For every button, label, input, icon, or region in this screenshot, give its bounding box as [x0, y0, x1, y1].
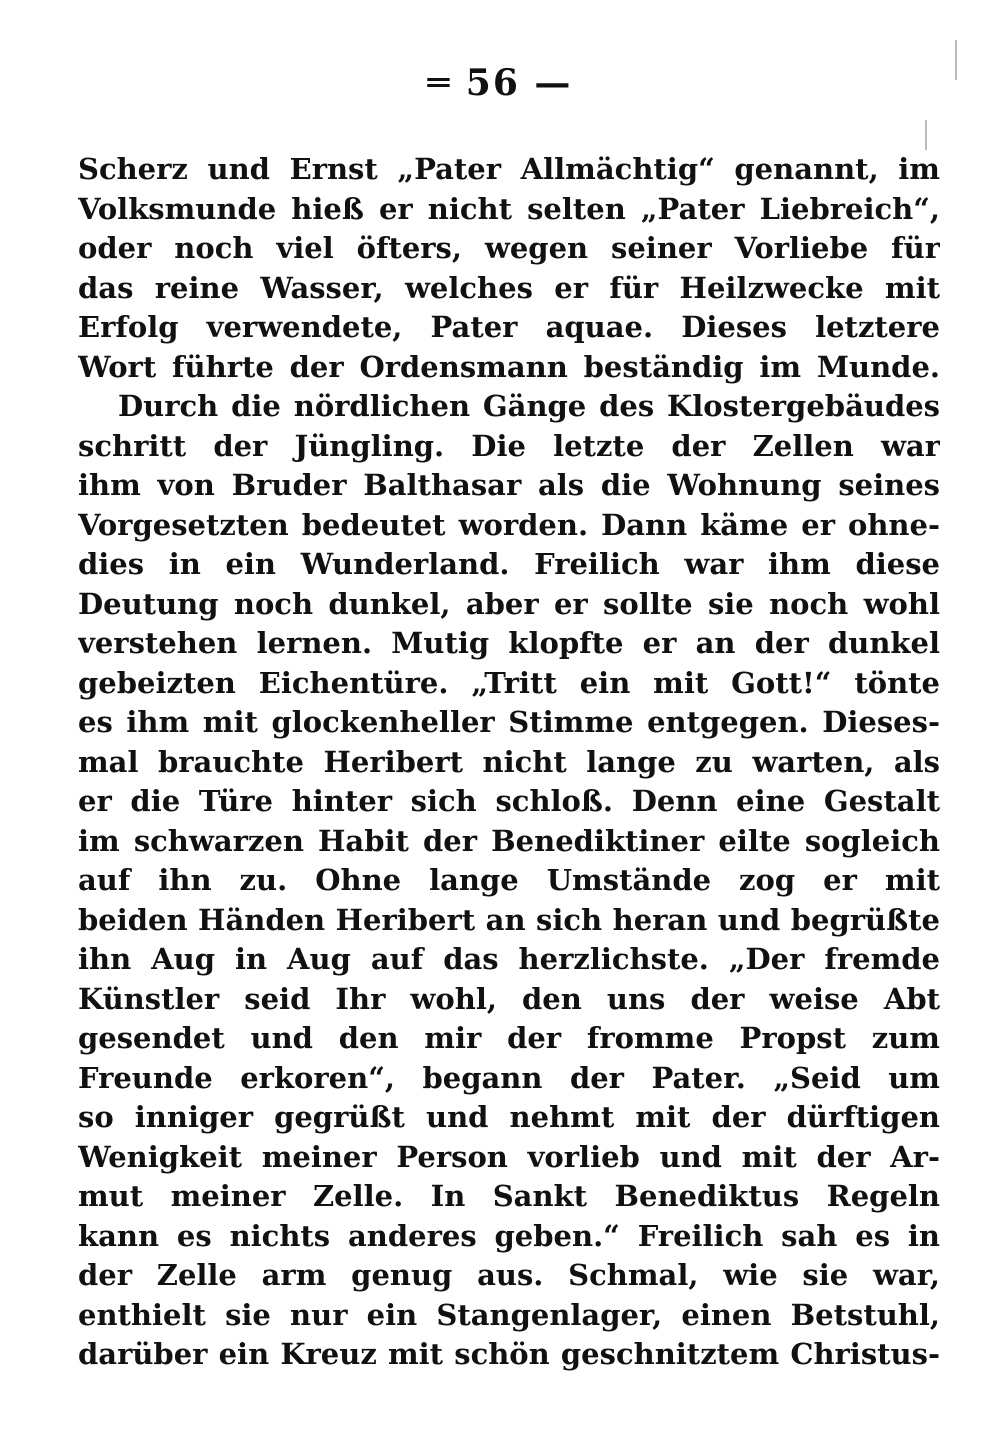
text-line: Wort führte der Ordensmann beständig im Munde. [78, 349, 940, 384]
text-line: oder noch viel öfters, wegen seiner Vorliebe für [78, 231, 940, 265]
text-line: mal brauchte Heribert nicht lange zu warten, als [78, 744, 940, 779]
text-line: mut meiner Zelle. In Sankt Benediktus Regeln [78, 1179, 940, 1213]
text-line: Freunde erkoren“, begann der Pater. „Seid um [78, 1060, 940, 1095]
scan-edge-mark [925, 120, 927, 150]
text-line: dies in ein Wunderland. Freilich war ihm diese [78, 547, 940, 581]
body-text [78, 150, 940, 1375]
page-number: ═ 56 — [427, 62, 573, 104]
text-line: verstehen lernen. Mutig klopfte er an der dunkel [78, 626, 940, 660]
text-line: Künstler seid Ihr wohl, den uns der weise Abt [78, 981, 940, 1016]
text-line: der Zelle arm genug aus. Schmal, wie sie war, [78, 1258, 940, 1292]
text-line: Volksmunde hieß er nicht selten „Pater Liebreich“, [78, 191, 940, 226]
text-line: darüber ein Kreuz mit schön geschnitztem Christus- [78, 1337, 940, 1371]
text-line: gebeizten Eichentüre. „Tritt ein mit Gott!“ tönte [78, 665, 940, 700]
text-line: gesendet und den mir der fromme Propst zum [78, 1021, 940, 1055]
text-line: im schwarzen Habit der Benediktiner eilte sogleich [78, 823, 940, 858]
text-line: er die Türe hinter sich schloß. Denn eine Gestalt [78, 784, 940, 818]
scan-edge-mark [955, 40, 957, 80]
text-line: auf ihn zu. Ohne lange Umstände zog er mit [78, 863, 940, 897]
text-line: das reine Wasser, welches er für Heilzwecke mit [78, 270, 940, 305]
text-line: Wenigkeit meiner Person vorlieb und mit der Ar- [78, 1139, 940, 1174]
paragraph-start-line: Durch die nördlichen Gänge des Klostergebäudes [118, 389, 940, 423]
text-line: beiden Händen Heribert an sich heran und begrüßte [78, 902, 940, 937]
text-line: schritt der Jüngling. Die letzte der Zellen war [78, 428, 940, 463]
text-line: Scherz und Ernst „Pater Allmächtig“ genannt, im [78, 152, 940, 186]
text-line: es ihm mit glockenheller Stimme entgegen. Dieses- [78, 705, 940, 739]
text-line: so inniger gegrüßt und nehmt mit der dürftigen [78, 1100, 940, 1134]
text-line: Deutung noch dunkel, aber er sollte sie noch wohl [78, 586, 940, 621]
text-line: kann es nichts anderes geben.“ Freilich sah es in [78, 1218, 940, 1253]
text-line: ihm von Bruder Balthasar als die Wohnung seines [78, 468, 940, 502]
text-line: Vorgesetzten bedeutet worden. Dann käme er ohne- [78, 507, 940, 542]
text-line: ihn Aug in Aug auf das herzlichste. „Der fremde [78, 942, 940, 976]
text-line: Erfolg verwendete, Pater aquae. Dieses letztere [78, 310, 940, 344]
text-line: enthielt sie nur ein Stangenlager, einen Betstuhl, [78, 1297, 940, 1332]
